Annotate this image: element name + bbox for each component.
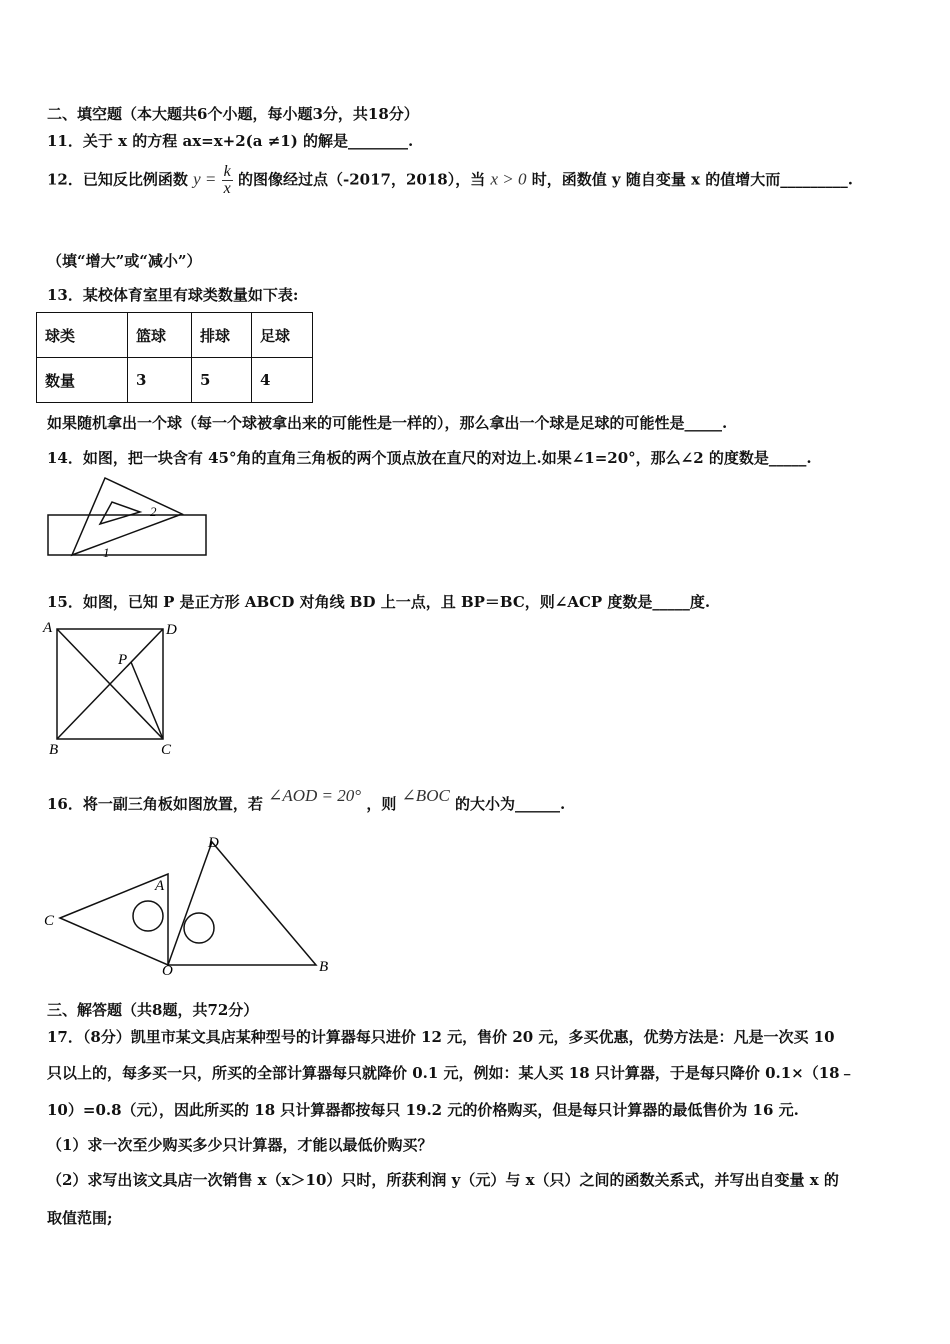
table-cell: 4	[252, 358, 313, 403]
table-cell: 排球	[192, 313, 252, 358]
question-12-hint: （填“增大”或“减小”）	[47, 252, 202, 270]
table-cell: 篮球	[128, 313, 192, 358]
question-15: 15．如图，已知 P 是正方形 ABCD 对角线 BD 上一点，且 BP＝BC，则∠ACP 度数是_____度.	[47, 593, 711, 611]
question-17-line-2: 只以上的，每多买一只，所买的全部计算器每只就降价 0.1 元，例如：某人买 18 只计算器，于是每只降价 0.1×（18﹣	[47, 1064, 855, 1082]
question-13: 13．某校体育室里有球类数量如下表:	[47, 286, 299, 304]
question-12-suffix: 时，函数值 y 随自变量 x 的值增大而_________.	[531, 170, 853, 189]
triangle-inner	[100, 502, 140, 524]
segment-pc	[131, 662, 163, 739]
fraction-numerator: k	[223, 163, 231, 180]
label-d: D	[208, 835, 219, 851]
question-16	[47, 786, 566, 814]
label-p: P	[118, 652, 128, 668]
question-16-prefix: 16．将一副三角板如图放置，若	[47, 795, 263, 813]
question-17-part-2-line-1: （2）求写出该文具店一次销售 x（x＞10）只时，所获利润 y（元）与 x（只）之间的函数关系式，并写出自变量 x 的	[47, 1171, 839, 1189]
label-b: B	[319, 959, 329, 975]
question-17-line-3: 10）=0.8（元），因此所买的 18 只计算器都按每只 19.2 元的价格购买，但是每只计算器的最低售价为 16 元.	[47, 1101, 799, 1119]
question-17-part-2-line-2: 取值范围;	[47, 1209, 113, 1227]
section-3-heading: 三、解答题（共8题，共72分）	[47, 1001, 259, 1019]
label-b: B	[49, 742, 59, 758]
label-a: A	[155, 878, 165, 894]
ball-count-table	[36, 312, 313, 403]
label-o: O	[162, 963, 173, 979]
question-14: 14．如图，把一块含有 45°角的直角三角板的两个顶点放在直尺的对边上.如果∠1=20°，那么∠2 的度数是_____.	[47, 449, 812, 467]
section-2-heading: 二、填空题（本大题共6个小题，每小题3分，共18分）	[47, 105, 419, 123]
ruler-triangle-figure	[40, 470, 220, 565]
label-c: C	[44, 913, 55, 929]
table-cell: 足球	[252, 313, 313, 358]
angle-1-label: 1	[103, 545, 110, 560]
hole-right	[184, 913, 214, 943]
triangle-dob	[168, 842, 316, 965]
label-d: D	[166, 622, 177, 638]
question-11: 11．关于 x 的方程 ax=x+2(a ≠1) 的解是________.	[47, 132, 414, 150]
label-c: C	[161, 742, 172, 758]
fraction-denominator: x	[223, 180, 231, 197]
triangle-cao	[60, 874, 168, 965]
table-cell: 5	[192, 358, 252, 403]
angle-boc: ∠BOC	[401, 786, 450, 805]
question-12	[47, 164, 853, 197]
label-a: A	[43, 620, 53, 636]
hole-left	[133, 901, 163, 931]
question-17-line-1: 17．（8分）凯里市某文具店某种型号的计算器每只进价 12 元，售价 20 元，多买优惠，优势方法是：凡是一次买 10	[47, 1028, 835, 1046]
question-16-mid: ，则	[366, 795, 397, 813]
question-12-prefix: 12．已知反比例函数	[47, 170, 188, 189]
question-12-mid: 的图像经过点（-2017，2018），当	[237, 170, 486, 189]
angle-aod: ∠AOD = 20°	[268, 786, 362, 805]
table-cell: 3	[128, 358, 192, 403]
question-13-followup: 如果随机拿出一个球（每一个球被拿出来的可能性是一样的），那么拿出一个球是足球的可能性是_____.	[47, 414, 728, 432]
table-cell: 数量	[37, 358, 128, 403]
table-header-row	[37, 313, 313, 358]
table-row	[37, 358, 313, 403]
condition-x-positive: x > 0	[490, 169, 527, 189]
triangle-set-figure	[40, 832, 340, 980]
question-17-part-1: （1）求一次至少购买多少只计算器，才能以最低价购买？	[47, 1136, 433, 1154]
angle-2-label: 2	[150, 504, 157, 519]
table-cell: 球类	[37, 313, 128, 358]
function-y-eq: y =	[193, 169, 217, 189]
question-16-suffix: 的大小为______.	[455, 795, 566, 813]
square-figure	[40, 618, 190, 760]
fraction-k-over-x	[222, 164, 233, 197]
